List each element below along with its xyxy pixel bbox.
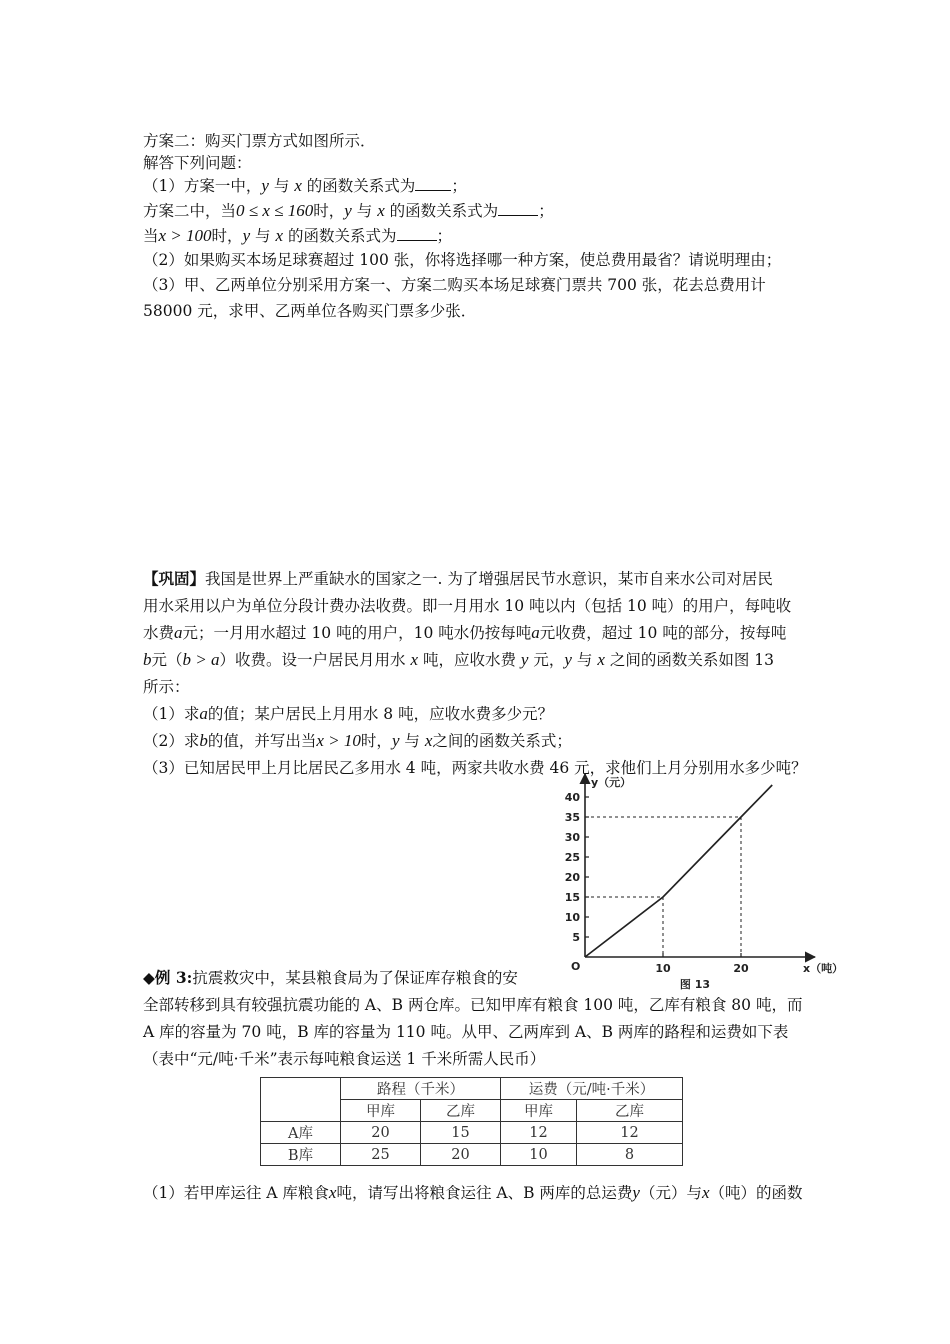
- table-cell: 10: [501, 1144, 577, 1166]
- consolidate-q1: （1）求a的值；某户居民上月用水 8 吨，应收水费多少元？: [143, 704, 554, 723]
- table-row: [261, 1144, 683, 1166]
- subheader: 乙库: [577, 1100, 683, 1122]
- question-1a: （1）方案一中，y 与 x 的函数关系式为 ；: [143, 176, 467, 195]
- x-axis-label: x（吨）: [803, 962, 844, 975]
- table-cell: 20: [421, 1144, 501, 1166]
- consolidate-q3: （3）已知居民甲上月比居民乙多用水 4 吨，两家共收水费 46 元，求他们上月分别用水多少吨？: [143, 759, 807, 777]
- x-tick-label: 20: [733, 962, 749, 975]
- y-tick-label: 40: [564, 791, 580, 804]
- table-cell: 15: [421, 1122, 501, 1144]
- y-tick-label: 35: [564, 811, 580, 824]
- transport-table: [260, 1077, 683, 1166]
- table-cell: 25: [341, 1144, 421, 1166]
- question-1c: 当x > 100时，y 与 x 的函数关系式为 ；: [143, 226, 453, 245]
- example3-p3: A 库的容量为 70 吨，B 库的容量为 110 吨。从甲、乙两库到 A、B 两库的路程和运费如下表: [143, 1023, 789, 1041]
- consolidate-p2: 用水采用以户为单位分段计费办法收费。即一月用水 10 吨以内（包括 10 吨）的用户，每吨收: [143, 597, 792, 615]
- consolidate-tag: 【巩固】: [143, 569, 206, 588]
- question-3b: 58000 元，求甲、乙两单位各购买门票多少张．: [143, 302, 477, 320]
- subheader: 乙库: [421, 1100, 501, 1122]
- row-label: A库: [261, 1122, 341, 1144]
- subheader: 甲库: [501, 1100, 577, 1122]
- y-tick-label: 5: [572, 931, 580, 944]
- series-line: [585, 785, 772, 957]
- example3-p2: 全部转移到具有较强抗震功能的 A、B 两仓库。已知甲库有粮食 100 吨，乙库有粮食 80 吨，而: [143, 996, 803, 1014]
- answer-intro: 解答下列问题：: [143, 154, 252, 172]
- answer-blank: [415, 175, 451, 191]
- y-tick-label: 30: [564, 831, 580, 844]
- table-cell: 8: [577, 1144, 683, 1166]
- table-cell: 12: [577, 1122, 683, 1144]
- consolidate-p5: 所示：: [143, 678, 190, 696]
- question-3a: （3）甲、乙两单位分别采用方案一、方案二购买本场足球赛门票共 700 张，花去总费用计: [143, 276, 766, 294]
- y-tick-label: 20: [564, 871, 580, 884]
- figure-caption: 图 13: [679, 978, 711, 991]
- answer-blank: [397, 225, 437, 241]
- consolidate-p3: 水费a元；一月用水超过 10 吨的用户，10 吨水仍按每吨a元收费，超过 10 吨的部分，按每吨: [143, 623, 787, 642]
- table-row: [261, 1122, 683, 1144]
- consolidate-p1: 【巩固】我国是世界上严重缺水的国家之一. 为了增强居民节水意识，某市自来水公司对居民: [143, 569, 773, 588]
- example3-p1: ◆例 3:抗震救灾中，某县粮食局为了保证库存粮食的安: [143, 968, 518, 987]
- answer-blank: [498, 200, 538, 216]
- cost-header: 运费（元/吨·千米）: [501, 1078, 683, 1100]
- consolidate-p4: b元（b > a）收费。设一户居民月用水 x 吨，应收水费 y 元，y 与 x 之间的函数关系如图 13: [143, 650, 774, 669]
- row-label: B库: [261, 1144, 341, 1166]
- table-cell: 20: [341, 1122, 421, 1144]
- consolidate-q2: （2）求b的值，并写出当x > 10时，y 与 x之间的函数关系式；: [143, 731, 572, 750]
- x-tick-label: 10: [655, 962, 671, 975]
- y-tick-label: 25: [564, 851, 580, 864]
- plan2-text: 方案二：购买门票方式如图所示．: [143, 132, 376, 150]
- distance-header: 路程（千米）: [341, 1078, 501, 1100]
- y-tick-label: 15: [564, 891, 580, 904]
- question-2: （2）如果购买本场足球赛超过 100 张，你将选择哪一种方案，使总费用最省？请说明理由；: [143, 251, 782, 269]
- question-1b: 方案二中，当0 ≤ x ≤ 160时，y 与 x 的函数关系式为 ；: [143, 201, 554, 220]
- example3-p4: （表中“元/吨·千米”表示每吨粮食运送 1 千米所需人民币）: [143, 1050, 546, 1068]
- y-axis-label: y（元）: [591, 776, 632, 789]
- table-cell: 12: [501, 1122, 577, 1144]
- origin-label: O: [571, 960, 581, 973]
- water-fee-chart: [545, 772, 855, 1012]
- y-tick-label: 10: [564, 911, 580, 924]
- example3-q1: （1）若甲库运往 A 库粮食x吨，请写出将粮食运往 A、B 两库的总运费y（元）与x（吨）的函数: [143, 1183, 803, 1202]
- subheader: 甲库: [341, 1100, 421, 1122]
- example3-head: ◆例 3:: [143, 968, 193, 987]
